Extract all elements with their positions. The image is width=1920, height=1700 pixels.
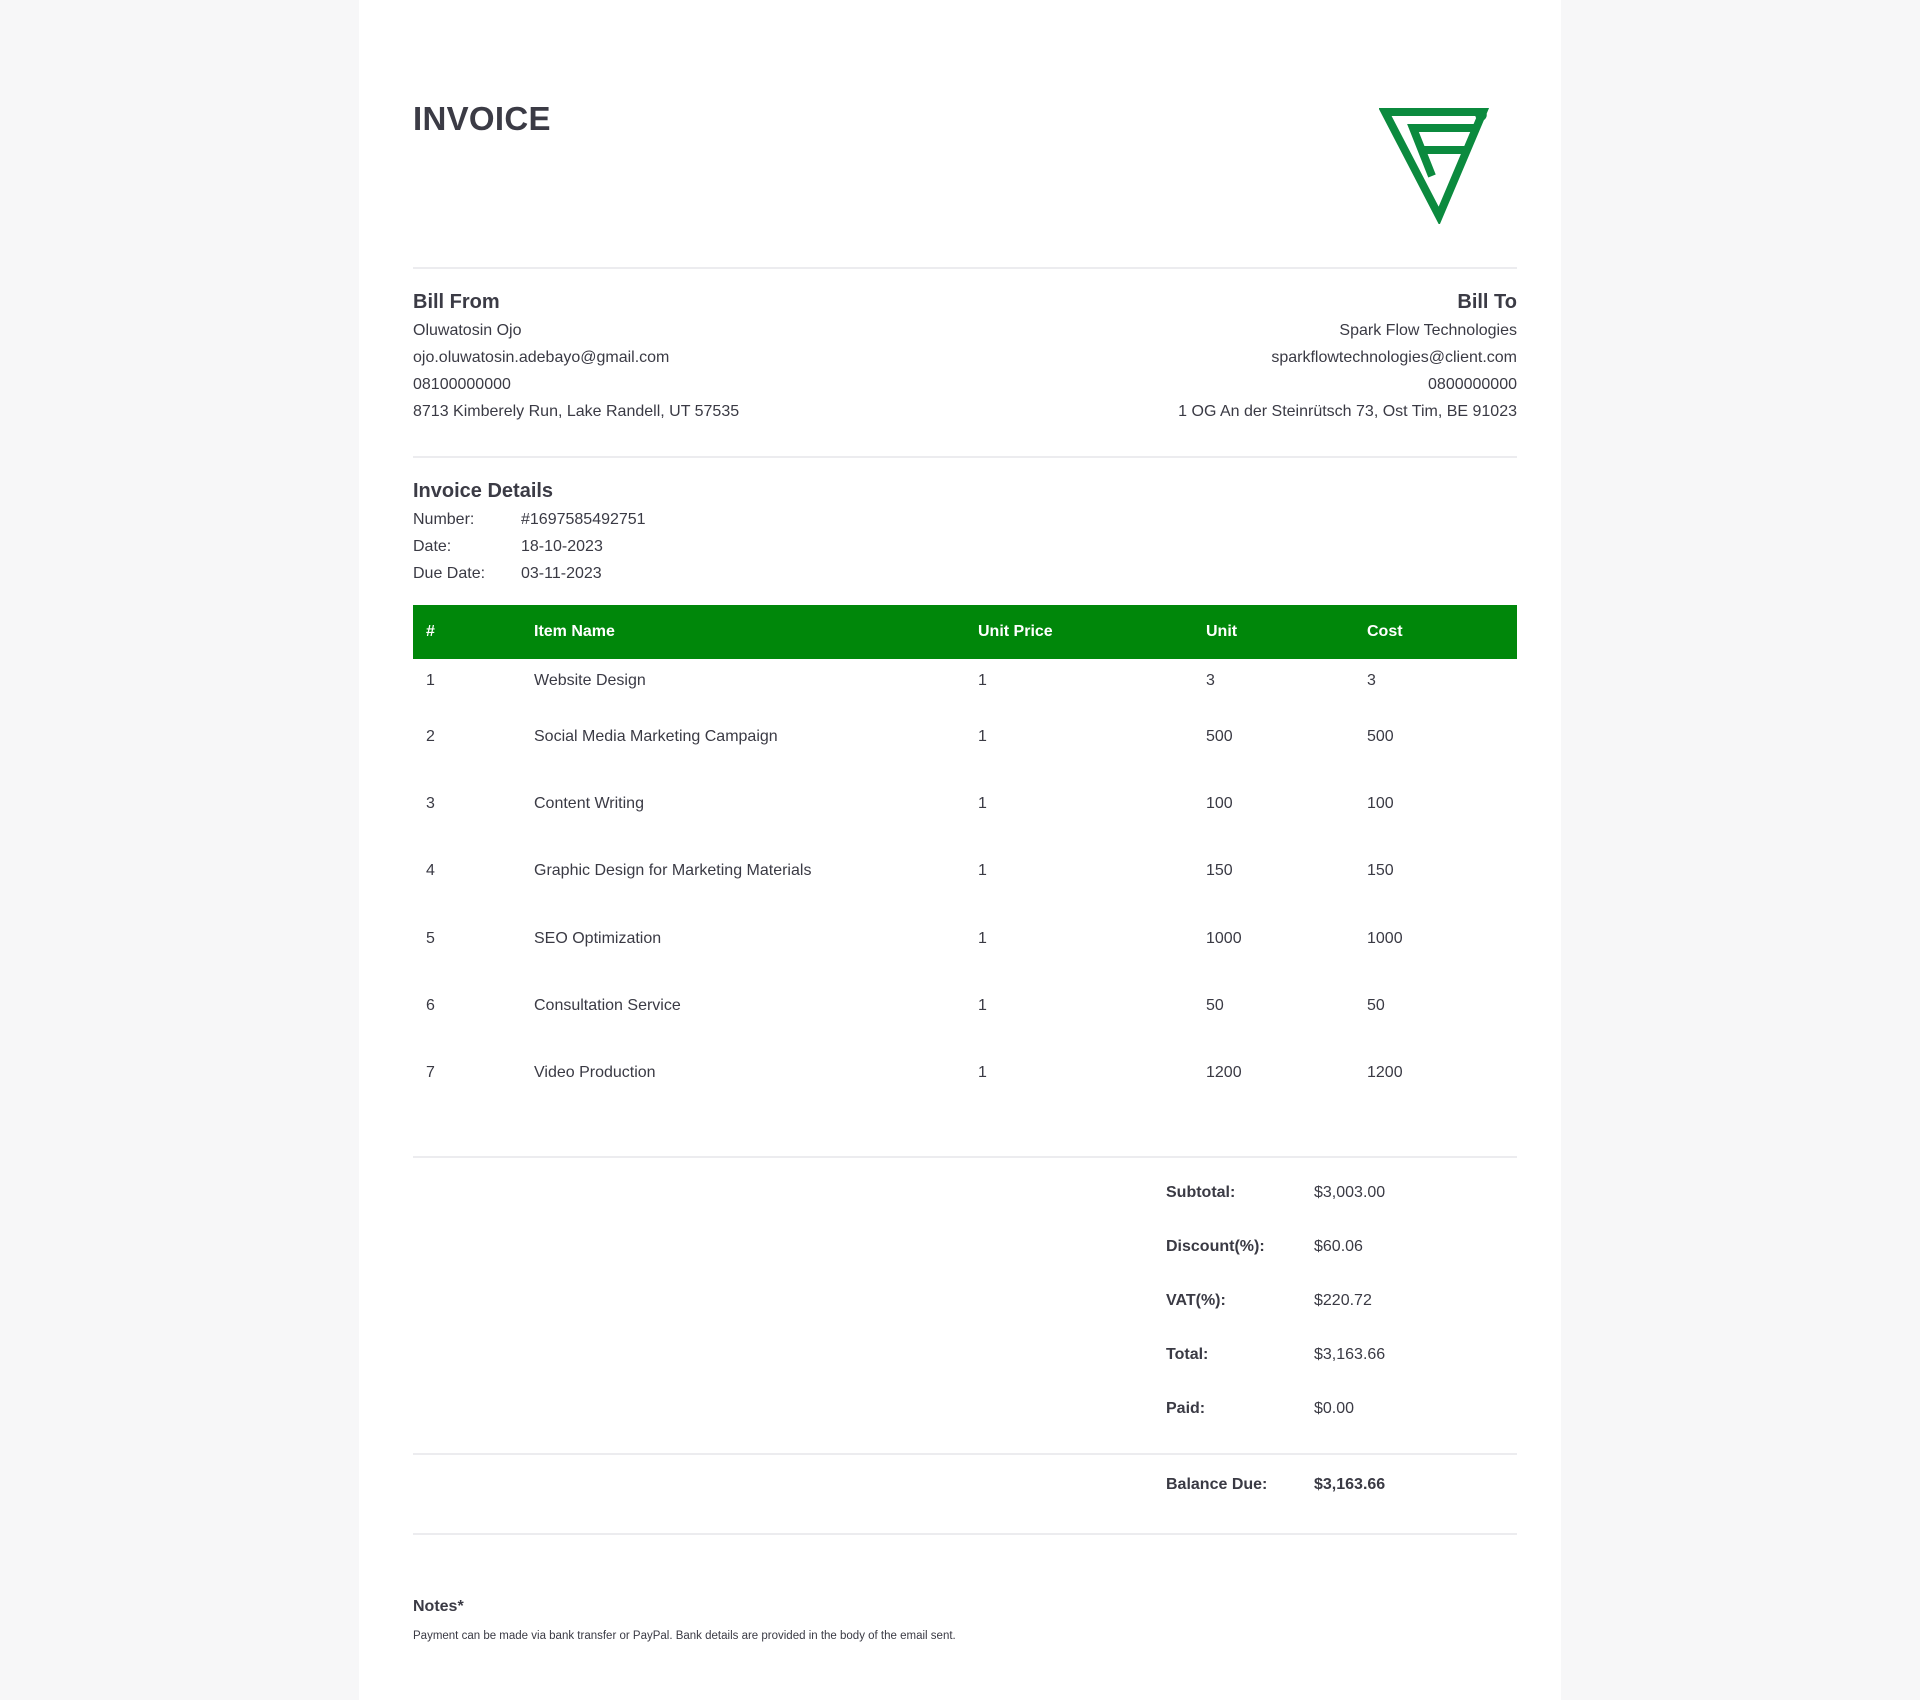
invoice-due-date-value: 03-11-2023 — [521, 565, 602, 582]
total-label: Total: — [1166, 1346, 1209, 1363]
vat-row — [1166, 1274, 1385, 1328]
row-item-name: SEO Optimization — [534, 929, 662, 947]
row-index: 1 — [426, 672, 435, 689]
row-index: 6 — [426, 996, 435, 1014]
bill-to-section — [1178, 288, 1517, 425]
row-cost: 100 — [1367, 794, 1394, 812]
paid-value: $0.00 — [1314, 1400, 1355, 1417]
paid-row — [1166, 1382, 1385, 1436]
row-unit: 150 — [1206, 862, 1233, 880]
row-index: 7 — [426, 1064, 435, 1082]
invoice-number-row — [413, 506, 646, 533]
bill-to-email: sparkflowtechnologies@client.com — [1271, 349, 1517, 366]
row-item-name: Consultation Service — [534, 996, 681, 1014]
column-header-unit: Unit — [1206, 623, 1238, 640]
total-row — [1166, 1328, 1385, 1382]
vat-label: VAT(%): — [1166, 1292, 1226, 1309]
divider — [413, 456, 1517, 458]
invoice-date-value: 18-10-2023 — [521, 538, 603, 555]
table-row — [413, 905, 1517, 972]
row-cost: 3 — [1367, 672, 1376, 689]
subtotal-label: Subtotal: — [1166, 1184, 1236, 1201]
balance-due-label: Balance Due: — [1166, 1476, 1268, 1493]
invoice-number-label: Number: — [413, 511, 475, 528]
row-unit: 3 — [1206, 672, 1215, 689]
paid-label: Paid: — [1166, 1400, 1206, 1417]
row-item-name: Social Media Marketing Campaign — [534, 727, 778, 745]
invoice-date-label: Date: — [413, 538, 452, 555]
row-index: 5 — [426, 929, 435, 947]
discount-label: Discount(%): — [1166, 1238, 1265, 1255]
balance-due-row — [1166, 1476, 1385, 1494]
column-header-unit-price: Unit Price — [978, 623, 1053, 640]
row-item-name: Content Writing — [534, 794, 644, 812]
invoice-due-date-label: Due Date: — [413, 565, 486, 582]
row-unit: 50 — [1206, 996, 1224, 1014]
subtotal-row — [1166, 1166, 1385, 1220]
bill-to-phone: 0800000000 — [1428, 376, 1517, 393]
column-header-cost: Cost — [1367, 623, 1403, 640]
table-row — [413, 1039, 1517, 1106]
vat-value: $220.72 — [1314, 1292, 1372, 1309]
bill-from-name: Oluwatosin Ojo — [413, 322, 522, 339]
row-unit-price: 1 — [978, 727, 987, 745]
row-unit: 500 — [1206, 727, 1233, 745]
bill-from-address: 8713 Kimberely Run, Lake Randell, UT 57535 — [413, 403, 740, 420]
table-header-row — [413, 605, 1517, 659]
bill-to-heading: Bill To — [1457, 291, 1517, 313]
table-row — [413, 972, 1517, 1039]
invoice-page — [359, 0, 1561, 1700]
bill-from-section — [413, 288, 739, 425]
row-cost: 150 — [1367, 862, 1394, 880]
invoice-date-row — [413, 533, 646, 560]
row-unit-price: 1 — [978, 929, 987, 947]
row-unit-price: 1 — [978, 996, 987, 1014]
row-index: 3 — [426, 794, 435, 812]
divider — [413, 1533, 1517, 1535]
row-index: 4 — [426, 862, 435, 880]
row-cost: 500 — [1367, 727, 1394, 745]
row-item-name: Video Production — [534, 1064, 656, 1082]
invoice-due-date-row — [413, 560, 646, 587]
row-cost: 1200 — [1367, 1064, 1403, 1082]
row-unit: 1200 — [1206, 1064, 1242, 1082]
row-unit: 1000 — [1206, 929, 1242, 947]
invoice-title: INVOICE — [413, 100, 551, 137]
row-item-name: Website Design — [534, 672, 646, 689]
column-header-index: # — [426, 623, 435, 640]
table-row — [413, 703, 1517, 770]
column-header-item-name: Item Name — [534, 623, 615, 640]
company-logo-icon — [1379, 104, 1489, 224]
divider — [413, 267, 1517, 269]
table-row — [413, 838, 1517, 905]
bill-from-heading: Bill From — [413, 291, 500, 313]
row-cost: 1000 — [1367, 929, 1403, 947]
subtotal-value: $3,003.00 — [1314, 1184, 1386, 1201]
row-unit-price: 1 — [978, 794, 987, 812]
bill-to-address: 1 OG An der Steinrütsch 73, Ost Tim, BE 91023 — [1178, 403, 1517, 420]
invoice-details-section — [413, 477, 646, 587]
notes-text: Payment can be made via bank transfer or PayPal. Bank details are provided in the body of the email sent. — [413, 1630, 956, 1642]
discount-row — [1166, 1220, 1385, 1274]
row-item-name: Graphic Design for Marketing Materials — [534, 862, 812, 880]
divider — [413, 1156, 1517, 1158]
total-value: $3,163.66 — [1314, 1346, 1386, 1363]
balance-due-value: $3,163.66 — [1314, 1476, 1386, 1493]
invoice-details-heading: Invoice Details — [413, 480, 554, 502]
row-unit: 100 — [1206, 794, 1233, 812]
table-row — [413, 770, 1517, 837]
divider — [413, 1453, 1517, 1455]
row-unit-price: 1 — [978, 862, 987, 880]
row-unit-price: 1 — [978, 672, 987, 689]
bill-from-email: ojo.oluwatosin.adebayo@gmail.com — [413, 349, 670, 366]
row-unit-price: 1 — [978, 1064, 987, 1082]
bill-from-phone: 08100000000 — [413, 376, 511, 393]
discount-value: $60.06 — [1314, 1238, 1363, 1255]
totals-section — [1166, 1166, 1385, 1436]
row-cost: 50 — [1367, 996, 1385, 1014]
bill-to-name: Spark Flow Technologies — [1339, 322, 1517, 339]
table-row — [413, 659, 1517, 703]
notes-title: Notes* — [413, 1598, 464, 1615]
invoice-number-value: #1697585492751 — [521, 511, 646, 528]
row-index: 2 — [426, 727, 435, 745]
items-table — [413, 605, 1517, 1107]
